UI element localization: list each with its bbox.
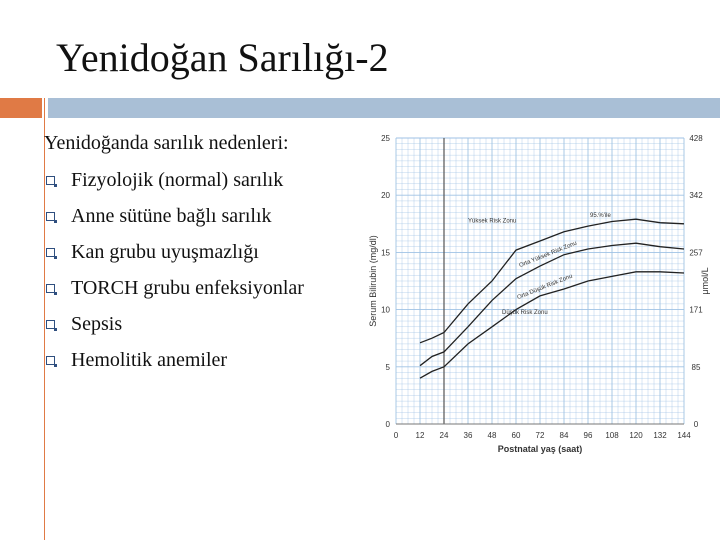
y-tick-label: 15	[381, 248, 390, 258]
y-tick-label: 5	[385, 362, 390, 372]
y-tick-label: 10	[381, 305, 390, 315]
x-tick-label: 144	[677, 431, 691, 440]
slide-title: Yenidoğan Sarılığı-2	[56, 35, 389, 80]
list-item	[44, 198, 304, 234]
y-axis-right-label: μmol/L	[700, 267, 710, 295]
x-tick-label: 72	[535, 431, 545, 440]
bullet-text: TORCH grubu enfeksiyonlar	[71, 276, 304, 299]
x-tick-label: 96	[583, 431, 593, 440]
square-bullet-icon	[46, 284, 55, 293]
square-bullet-icon	[46, 356, 55, 365]
x-tick-label: 120	[629, 431, 643, 440]
list-item	[44, 342, 304, 378]
bullet-text: Anne sütüne bağlı sarılık	[71, 204, 272, 227]
bilirubin-nomogram-chart	[360, 128, 710, 468]
x-axis-label: Postnatal yaş (saat)	[497, 444, 583, 454]
list-item	[44, 162, 304, 198]
y-right-tick-label: 257	[689, 248, 703, 258]
list-item	[44, 234, 304, 270]
annotation-mid-high-risk: Orta Yüksek Risk Zonu	[518, 240, 578, 270]
x-tick-label: 84	[559, 431, 569, 440]
y-tick-label: 20	[381, 191, 390, 201]
annotation-mid-low-risk: Orta Düşük Risk Zonu	[516, 273, 574, 302]
x-tick-label: 132	[653, 431, 667, 440]
bullet-text: Kan grubu uyuşmazlığı	[71, 240, 259, 263]
accent-bar-orange	[0, 98, 42, 118]
x-tick-label: 0	[393, 431, 399, 440]
bullet-text: Fizyolojik (normal) sarılık	[71, 168, 284, 191]
x-tick-label: 12	[415, 431, 425, 440]
y-right-tick-label: 428	[689, 134, 703, 143]
annotation-high-risk: Yüksek Risk Zonu	[468, 218, 517, 225]
y-tick-label: 25	[381, 134, 390, 143]
square-bullet-icon	[46, 212, 55, 221]
list-item	[44, 306, 304, 342]
y-axis-label: Serum Bilirubin (mg/dl)	[368, 235, 378, 327]
y-right-tick-label: 0	[693, 420, 699, 429]
y-tick-label: 0	[385, 420, 390, 429]
y-right-tick-label: 85	[691, 362, 701, 372]
square-bullet-icon	[46, 176, 55, 185]
x-tick-label: 60	[511, 431, 521, 440]
annotation-95-percentile: 95.%'ile	[590, 212, 611, 219]
accent-bar-blue	[48, 98, 720, 118]
chart-grid	[396, 138, 684, 424]
bullet-text: Sepsis	[71, 312, 123, 335]
intro-text: Yenidoğanda sarılık nedenleri:	[44, 132, 289, 154]
y-right-tick-label: 171	[689, 305, 703, 315]
square-bullet-icon	[46, 248, 55, 257]
x-tick-label: 48	[487, 431, 497, 440]
square-bullet-icon	[46, 320, 55, 329]
y-right-tick-label: 342	[689, 191, 703, 201]
x-tick-label: 108	[605, 431, 619, 440]
bullet-list	[44, 162, 304, 378]
x-tick-label: 36	[463, 431, 473, 440]
list-item	[44, 270, 304, 306]
bullet-text: Hemolitik anemiler	[71, 348, 228, 371]
x-tick-label: 24	[439, 431, 449, 440]
annotation-low-risk: Düşük Risk Zonu	[502, 310, 548, 317]
